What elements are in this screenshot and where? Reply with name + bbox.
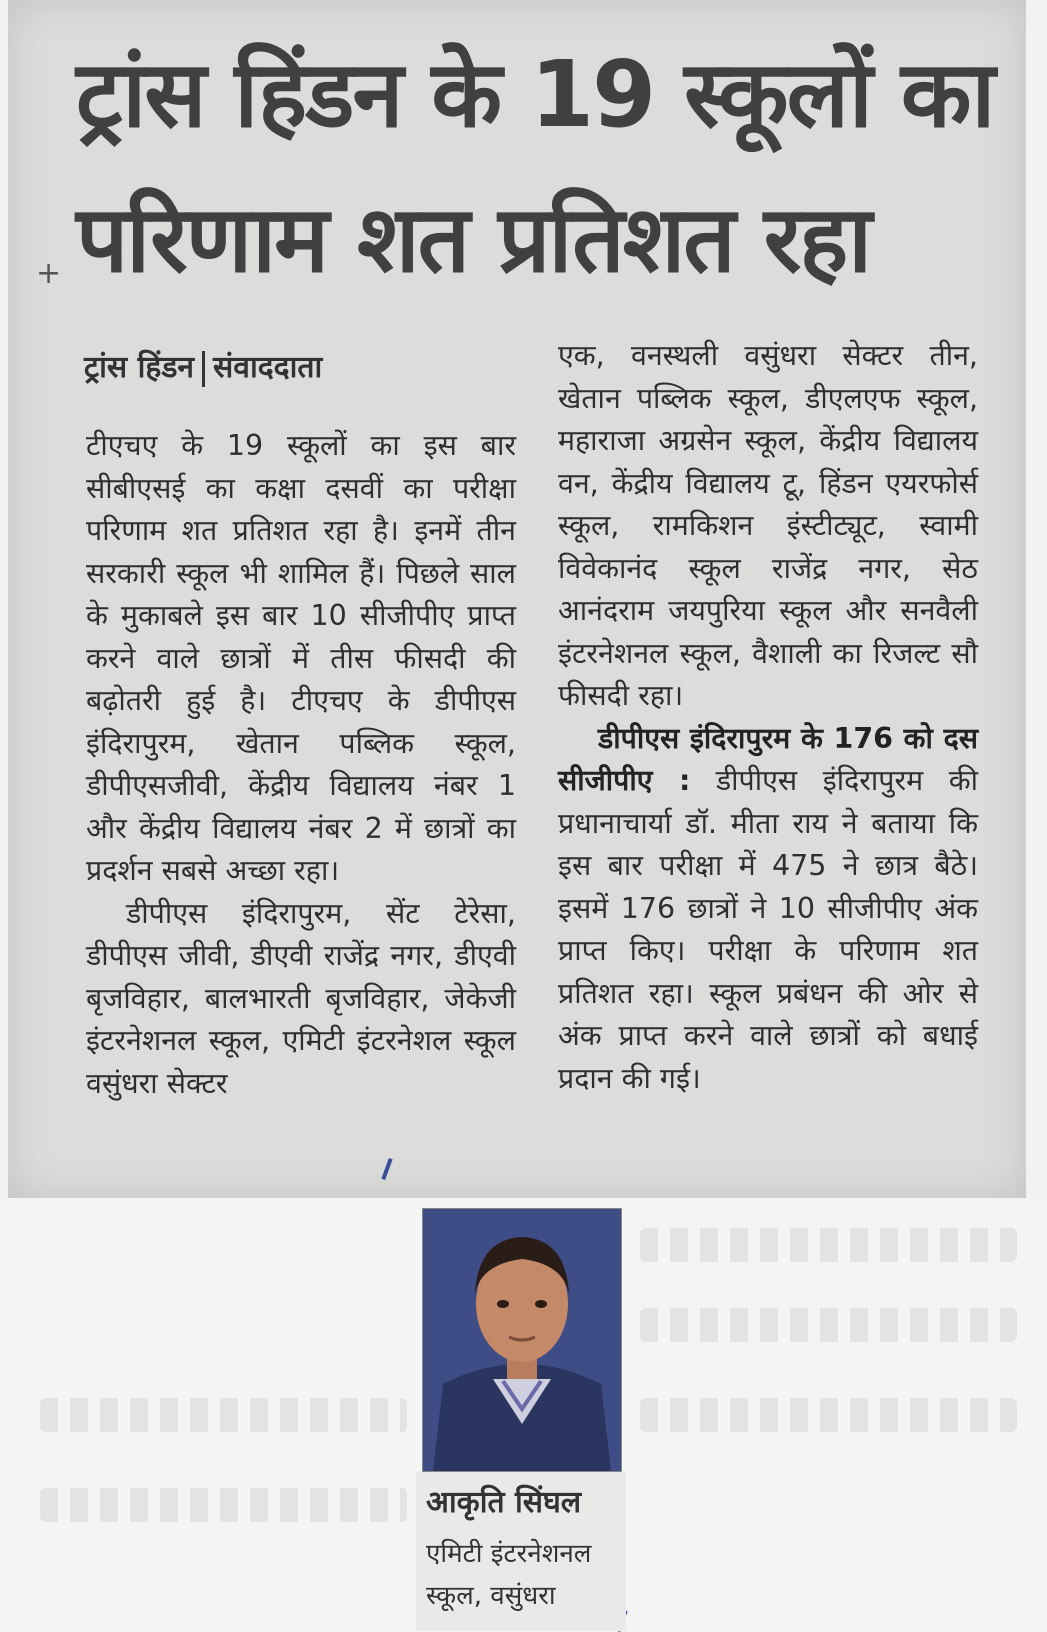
subheading: डीपीएस इंदिरापुरम के 176 को दस सीजीपीए :: [558, 721, 978, 797]
headline: [76, 20, 1016, 310]
left-column: [86, 425, 516, 1105]
left-paragraph-1: टीएचए के 19 स्कूलों का इस बार सीबीएसई का कक्षा दसवीं का परीक्षा परिणाम शत प्रतिशत रहा है। इनमें तीन सरकारी स्कूल भी शामिल हैं। पिछले साल के मुकाबले इस बार 10 सीजीपीए प्राप्त करने वाले छात्रों में तीस फीसदी की बढ़ोतरी हुई है। टीएचए के डीपीएस इंदिरापुरम, खेतान पब्लिक स्कूल, डीपीएसजीवी, केंद्रीय विद्यालय नंबर 1 और केंद्रीय विद्यालय नंबर 2 में छात्रों का प्रदर्शन सबसे अच्छा रहा।: [86, 429, 516, 887]
caption-name: आकृति सिंघल: [426, 1485, 582, 1520]
headline-line-1: ट्रांस हिंडन के 19 स्कूलों का: [76, 41, 994, 148]
byline-author: संवाददाता: [213, 350, 323, 385]
right-paragraph-2: [558, 718, 978, 1101]
student-portrait-icon: [423, 1209, 621, 1471]
byline-separator: [202, 351, 205, 387]
news-clipping: [8, 0, 1026, 1198]
registration-mark: +: [36, 256, 62, 291]
byline: [84, 345, 322, 387]
bleed-through-line: [640, 1308, 1017, 1342]
bleed-through-line: [40, 1488, 407, 1522]
bleed-through-line: [640, 1398, 1017, 1432]
headline-line-2: परिणाम शत प्रतिशत रहा: [76, 186, 871, 293]
caption-school: एमिटी इंटरनेशनल: [426, 1539, 592, 1569]
bleed-through-line: [640, 1228, 1017, 1262]
right-column: [558, 335, 978, 1100]
right-paragraph-1: एक, वनस्थली वसुंधरा सेक्टर तीन, खेतान पब्लिक स्कूल, डीएलएफ स्कूल, महाराजा अग्रसेन स्कूल, केंद्रीय विद्यालय वन, केंद्रीय विद्यालय टू, हिंडन एयरफोर्स स्कूल, रामकिशन इंस्टीट्यूट, स्वामी विवेकानंद स्कूल राजेंद्र नगर, सेठ आनंदराम जयपुरिया स्कूल और सनवैली इंटरनेशनल स्कूल, वैशाली का रिजल्ट सौ फीसदी रहा।: [558, 339, 978, 712]
byline-place: ट्रांस हिंडन: [84, 350, 195, 385]
right-paragraph-2-body: डीपीएस इंदिरापुरम की प्रधानाचार्या डॉ. मीता राय ने बताया कि इस बार परीक्षा में 475 ने छात्र बैठे। इसमें 176 छात्रों ने 10 सीजीपीए अंक प्राप्त किए। परीक्षा के परिणाम शत प्रतिशत रहा। स्कूल प्रबंधन की ओर से अंक प्राप्त करने वाले छात्रों को बधाई प्रदान की गई।: [558, 764, 978, 1095]
caption-location: स्कूल, वसुंधरा: [426, 1581, 556, 1611]
student-photo: [422, 1208, 622, 1472]
photo-caption: [416, 1472, 626, 1631]
left-paragraph-2: डीपीएस इंदिरापुरम, सेंट टेरेसा, डीपीएस जीवी, डीएवी राजेंद्र नगर, डीएवी बृजविहार, बालभारती बृजविहार, जेकेजी इंटरनेशनल स्कूल, एमिटी इंटरनेशल स्कूल वसुंधरा सेक्टर: [86, 896, 516, 1100]
bleed-through-line: [40, 1398, 407, 1432]
